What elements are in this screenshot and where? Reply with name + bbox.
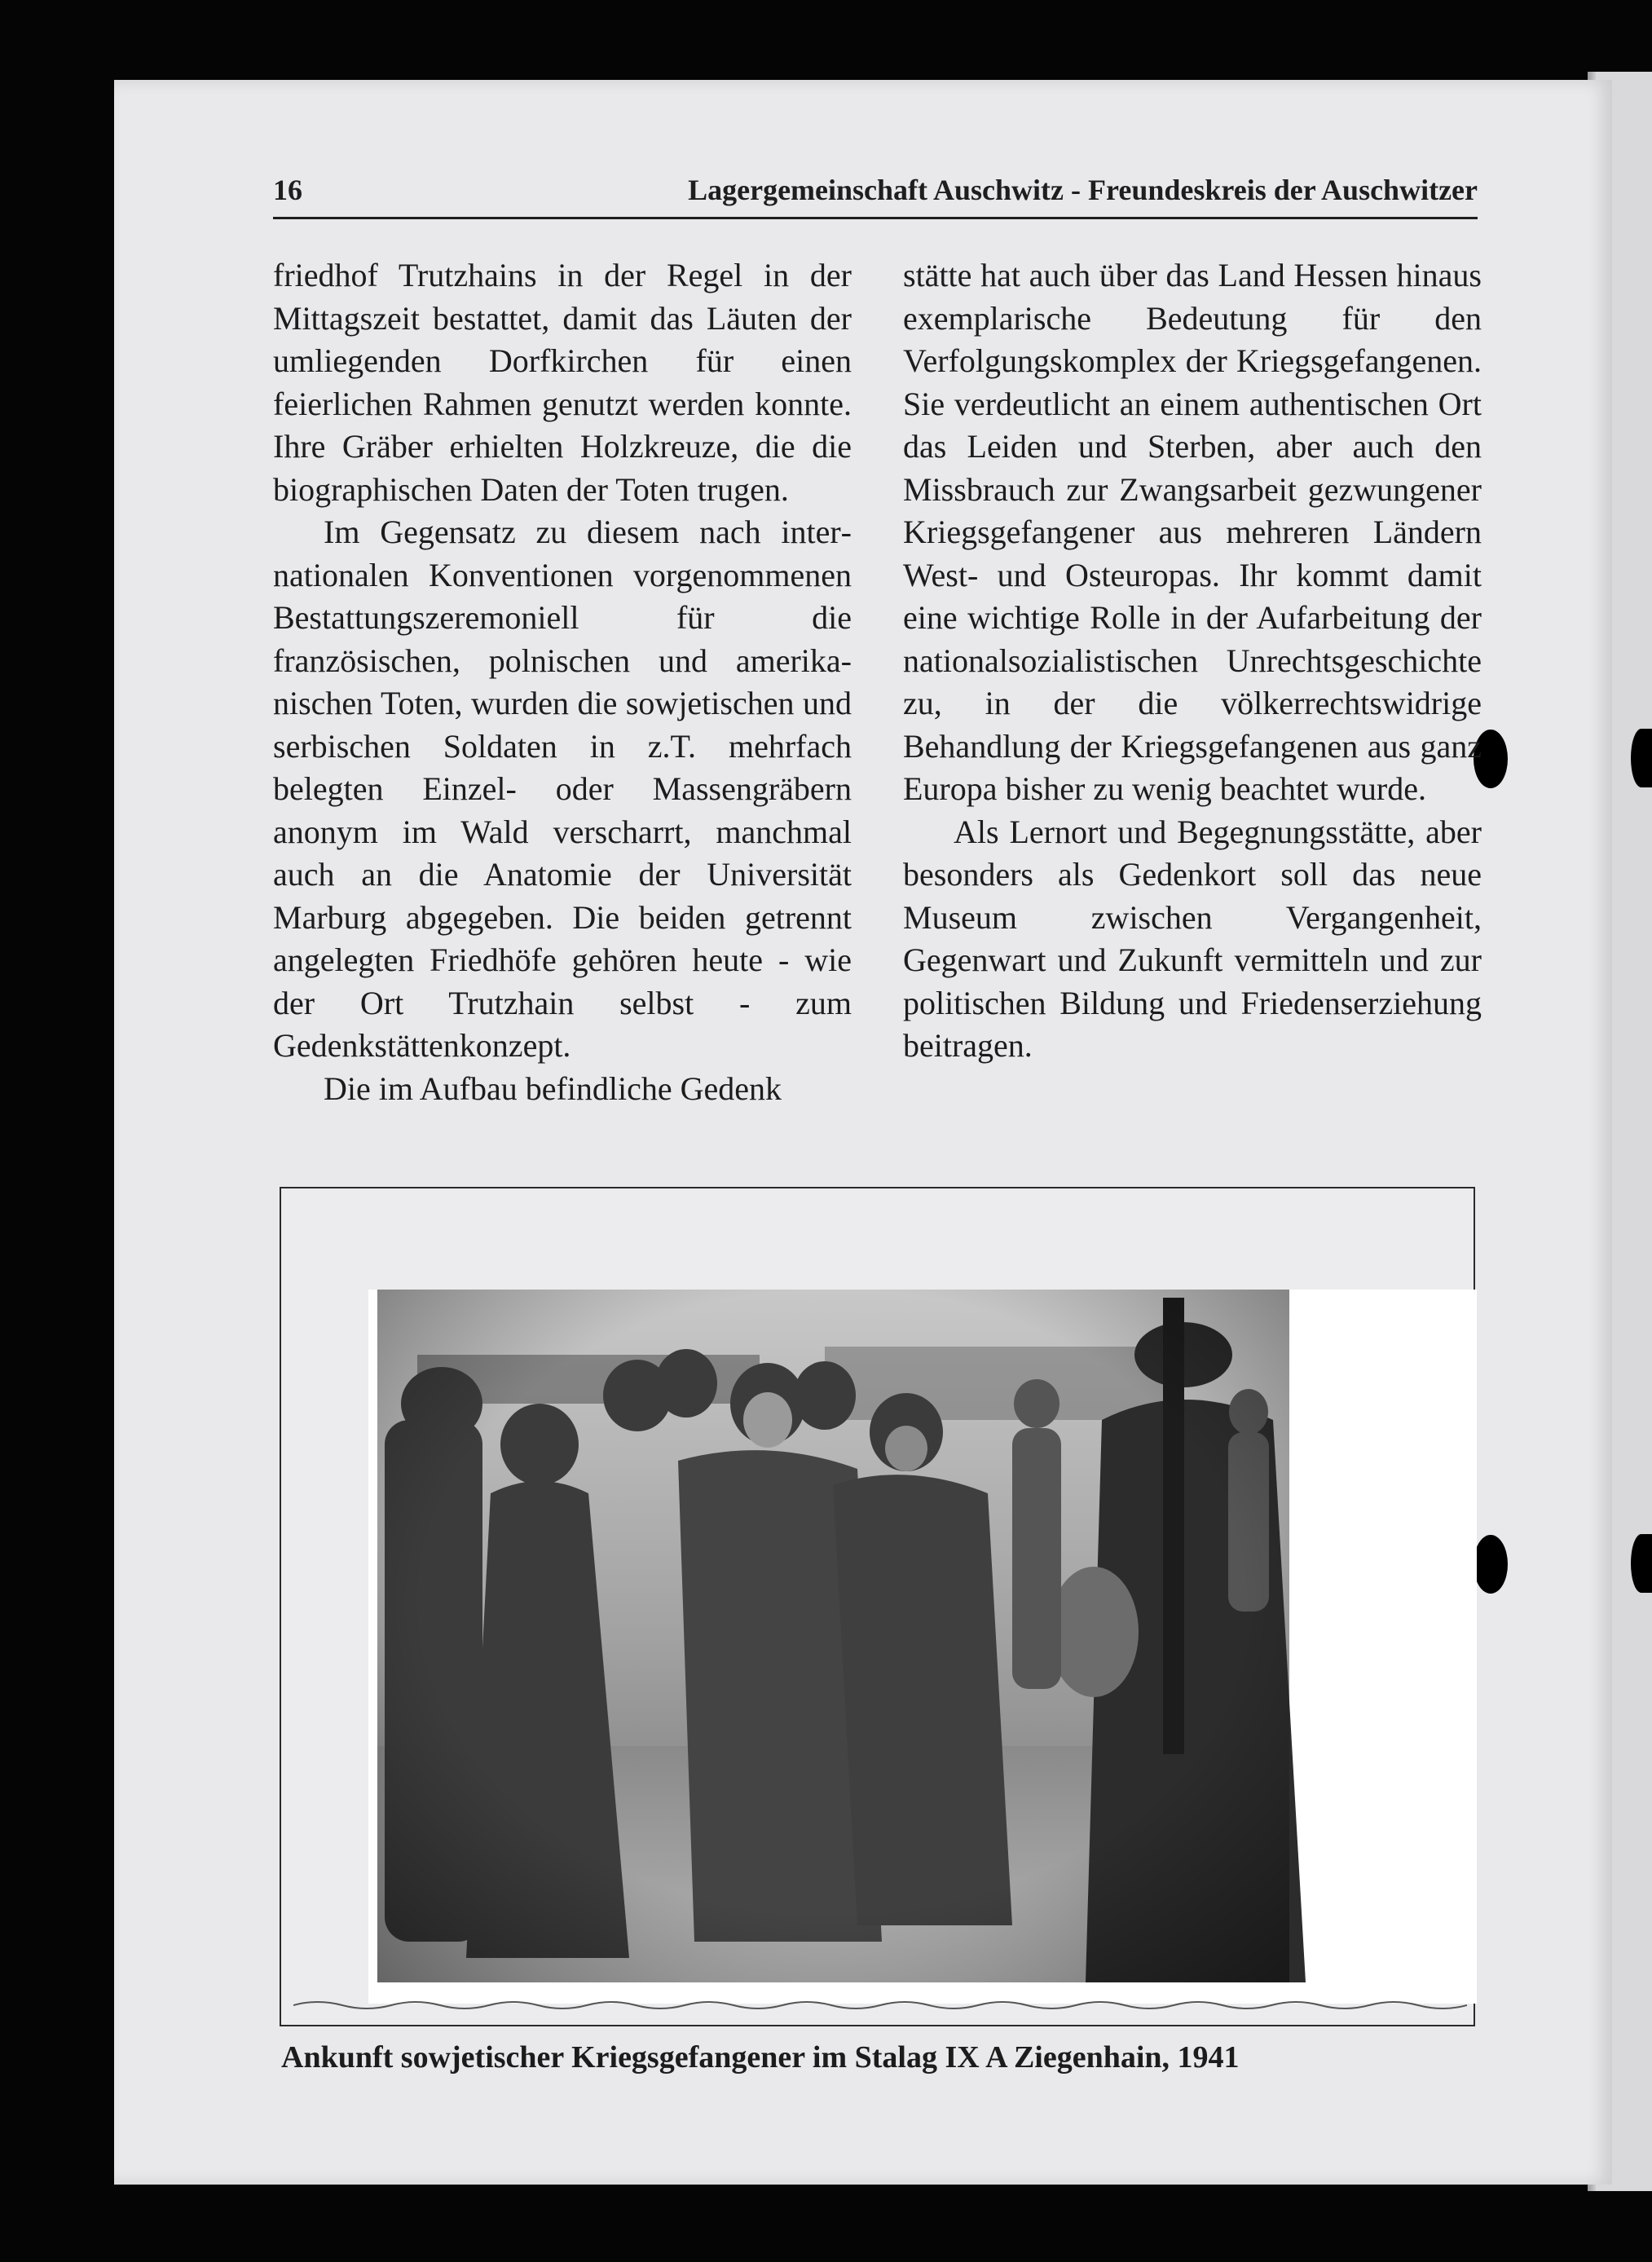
paragraph: Im Gegensatz zu diesem nach internationalen Konventionen vorgenommenen Bestattungszeremoniell für die französischen, polnischen und amerikanischen Toten, wurden die sowjetischen und serbischen Soldaten in z.T. mehrfach belegten Einzel- oder Massengräbern anonym im Wald verscharrt, manchmal auch an die Anatomie der Universität Marburg abgegeben. Die beiden getrennt angelegten Friedhöfe gehören heute - wie der Ort Trutzhain selbst - zum Gedenkstättenkonzept. xyxy=(273,514,852,1064)
photo-torn-edge xyxy=(293,1995,1467,2015)
running-header xyxy=(273,173,1478,214)
header-rule xyxy=(273,217,1478,219)
paragraph: stätte hat auch über das Land Hessen hinaus exemplarische Bedeutung für den Verfolgungskomplex der Kriegsgefangenen. Sie verdeutlicht an einem authentischen Ort das Leiden und Sterben, aber auch den Missbrauch zur Zwangsarbeit gezwungener Kriegsgefangener aus mehreren Ländern West- und Osteuropas. Ihr kommt damit eine wichtige Rolle in der Aufarbeitung der nationalsozialistischen Unrechtsgeschichte zu, in der die völkerrechtswidrige Behandlung der Kriegsgefangenen aus ganz Europa bisher zu wenig beachtet wurde. xyxy=(903,257,1482,807)
page-number: 16 xyxy=(273,174,302,206)
text-column-right xyxy=(903,254,1482,1068)
adjacent-punch-hole xyxy=(1631,729,1652,787)
paragraph: Als Lernort und Begegnungsstätte, aber besonders als Gedenkort soll das neue Museum zwischen Vergangenheit, Gegenwart und Zukunft vermitteln und zur politischen Bildung und Friedenserziehung beitragen. xyxy=(903,813,1482,1064)
historical-photo xyxy=(368,1290,1477,2004)
adjacent-punch-hole xyxy=(1631,1534,1652,1593)
paragraph: Die im Aufbau befindliche Gedenk xyxy=(324,1069,782,1107)
paragraph: friedhof Trutzhains in der Regel in der Mittagszeit bestattet, damit das Läuten der umliegenden Dorfkirchen für einen feierlichen Rahmen genutzt werden konnte. Ihre Gräber erhielten Holzkreuze, die die biographischen Daten der Toten trugen. xyxy=(273,257,852,508)
journal-title: Lagergemeinschaft Auschwitz - Freundeskreis der Auschwitzer xyxy=(688,174,1478,206)
figure-caption: Ankunft sowjetischer Kriegsgefangener im Stalag IX A Ziegenhain, 1941 xyxy=(281,2040,1240,2075)
figure-frame xyxy=(280,1187,1475,2026)
text-column-left xyxy=(273,254,852,1110)
punch-hole xyxy=(1474,1535,1508,1594)
